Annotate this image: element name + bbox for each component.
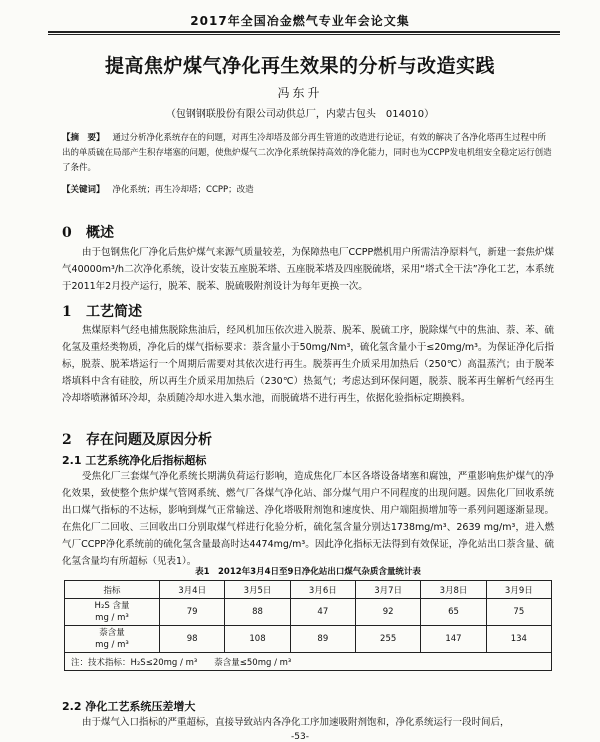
table-cell: 65 <box>421 599 486 626</box>
subsection-heading-2-2 <box>62 698 195 714</box>
keywords-label: 【关键词】 <box>62 185 105 195</box>
table-cell: 47 <box>290 599 355 626</box>
subsection-title: 工艺系统净化后指标超标 <box>85 454 207 467</box>
section-number: 1 <box>62 304 72 320</box>
table-header-row <box>65 581 552 599</box>
table-header-cell: 3月5日 <box>225 581 290 599</box>
page-number: -53- <box>291 732 309 742</box>
affiliation: （包钢钢联股份有限公司动供总厂，内蒙古包头 014010） <box>165 109 435 120</box>
row-label-line: 萘含量 <box>99 628 125 638</box>
row-label-unit: mg / m³ <box>95 640 129 650</box>
section-title: 存在问题及原因分析 <box>86 432 212 448</box>
table-cell: 89 <box>290 626 355 653</box>
section-1-paragraph: 焦煤原料气经电捕焦脱除焦油后，经风机加压依次进入脱萘、脱苯、脱硫工序，脱除煤气中的焦油、萘、苯、硫化氢及重烃类物质，净化后的煤气指标要求：萘含量小于50mg/Nm³，硫化氢含量小于≤20mg/m³。为保证净化后指标，脱萘、脱苯塔运行一个周期后需要对其依次进行再生。脱萘再生介质采用加热后（250℃）高温蒸汽；由于脱苯塔填料中含有硅胶，所以再生介质采用加热后（230℃）热氮气；考虑达到环保问题，脱萘、脱苯再生解析气经再生冷却塔喷淋循环冷却，杂质随冷却水进入集水池，而脱硫塔不进行再生，依据化验指标定期换料。 <box>62 325 554 404</box>
keywords-text: 净化系统；再生冷却塔；CCPP；改造 <box>112 185 254 195</box>
subsection-2-1-paragraph: 受焦化厂三套煤气净化系统长期满负荷运行影响，造成焦化厂本区各塔设备堵塞和腐蚀，严重影响焦炉煤气的净化效果，致使整个焦炉煤气管网系统、燃气厂各煤气净化站、部分煤气用户不同程度的出现问题。因焦化厂回收系统出口煤气指标的不达标，影响到煤气正常输送、净化塔吸附剂饱和速度快、用户端阻损增加等一系列问题逐渐显现。在焦化厂二回收、三回收出口分别取煤气样进行化验分析，硫化氢含量分别达1738mg/m³、2639 mg/m³，进入燃气厂CCPP净化系统前的硫化氢含量最高时达4474mg/m³。因此净化指标无法得到有效保证，净化站出口萘含量、硫化氢含量均有所超标（见表1）。 <box>62 471 554 567</box>
row-label-unit: mg / m³ <box>95 613 129 623</box>
table-cell: 147 <box>421 626 486 653</box>
keywords <box>62 183 552 195</box>
table-cell: 92 <box>355 599 420 626</box>
section-0-paragraph: 由于包钢焦化厂净化后焦炉煤气来源气质量较差，为保障热电厂CCPP燃机用户所需洁净原料气，新建一套焦炉煤气40000m³/h二次净化系统，设计安装五座脱苯塔、五座脱苯塔及四座脱硫塔，采用“塔式全干法”净化工艺，本系统于2011年2月投产运行，脱苯、脱苯、脱硫吸附剂设计为每年更换一次。 <box>62 247 554 292</box>
table-cell: 108 <box>225 626 290 653</box>
table-row <box>65 626 552 653</box>
table-header-cell: 3月4日 <box>160 581 225 599</box>
section-number: 0 <box>62 225 72 241</box>
running-header: 2017年全国冶金燃气专业年会论文集 <box>190 14 410 28</box>
subsection-2-2-paragraph: 由于煤气入口指标的严重超标，直接导致站内各净化工序加速吸附剂饱和，净化系统运行一段时间后， <box>82 717 510 728</box>
table-header-cell: 3月6日 <box>290 581 355 599</box>
table-cell: 98 <box>160 626 225 653</box>
table-header-cell: 3月7日 <box>355 581 420 599</box>
table-row <box>65 599 552 626</box>
paper-title: 提高焦炉煤气净化再生效果的分析与改造实践 <box>104 55 495 77</box>
section-number: 2 <box>62 432 72 448</box>
subsection-number: 2.2 <box>62 700 82 713</box>
section-title: 工艺简述 <box>86 304 142 320</box>
section-title: 概述 <box>86 225 114 241</box>
table-cell: 75 <box>486 599 551 626</box>
header-rule <box>48 31 560 33</box>
table-cell: 134 <box>486 626 551 653</box>
table-cell: 79 <box>160 599 225 626</box>
subsection-heading-2-1 <box>62 452 206 468</box>
section-heading-0 <box>62 222 114 242</box>
table-header-cell: 3月9日 <box>486 581 551 599</box>
row-label-line: H₂S 含量 <box>94 601 130 611</box>
table-note-row <box>65 653 552 671</box>
table-cell: 255 <box>355 626 420 653</box>
section-heading-1 <box>62 301 142 321</box>
abstract-text: 通过分析净化系统存在的问题，对再生冷却塔及部分再生管道的改造进行论证，有效的解决了各净化塔再生过程中所出的单质硫在局部产生积存堵塞的问题，使焦炉煤气二次净化系统保持高效的净化能力，同时也为CCPP发电机组安全稳定运行创造了条件。 <box>62 133 552 173</box>
row-label <box>65 626 160 653</box>
abstract-label: 【摘 要】 <box>62 133 105 143</box>
table-header-cell: 指标 <box>65 581 160 599</box>
table-note: 注：技术指标：H₂S≤20mg / m³ 萘含量≤50mg / m³ <box>65 653 552 671</box>
table-caption: 表1 2012年3月4日至9日净化站出口煤气杂质含量统计表 <box>195 567 421 577</box>
header-rule-thin <box>48 34 560 35</box>
author: 冯东升 <box>277 86 323 100</box>
section-heading-2 <box>62 429 212 449</box>
abstract <box>62 131 552 176</box>
table-cell: 88 <box>225 599 290 626</box>
row-label <box>65 599 160 626</box>
subsection-title: 净化工艺系统压差增大 <box>85 700 196 713</box>
impurity-table <box>64 580 552 671</box>
table-header-cell: 3月8日 <box>421 581 486 599</box>
subsection-number: 2.1 <box>62 454 82 467</box>
